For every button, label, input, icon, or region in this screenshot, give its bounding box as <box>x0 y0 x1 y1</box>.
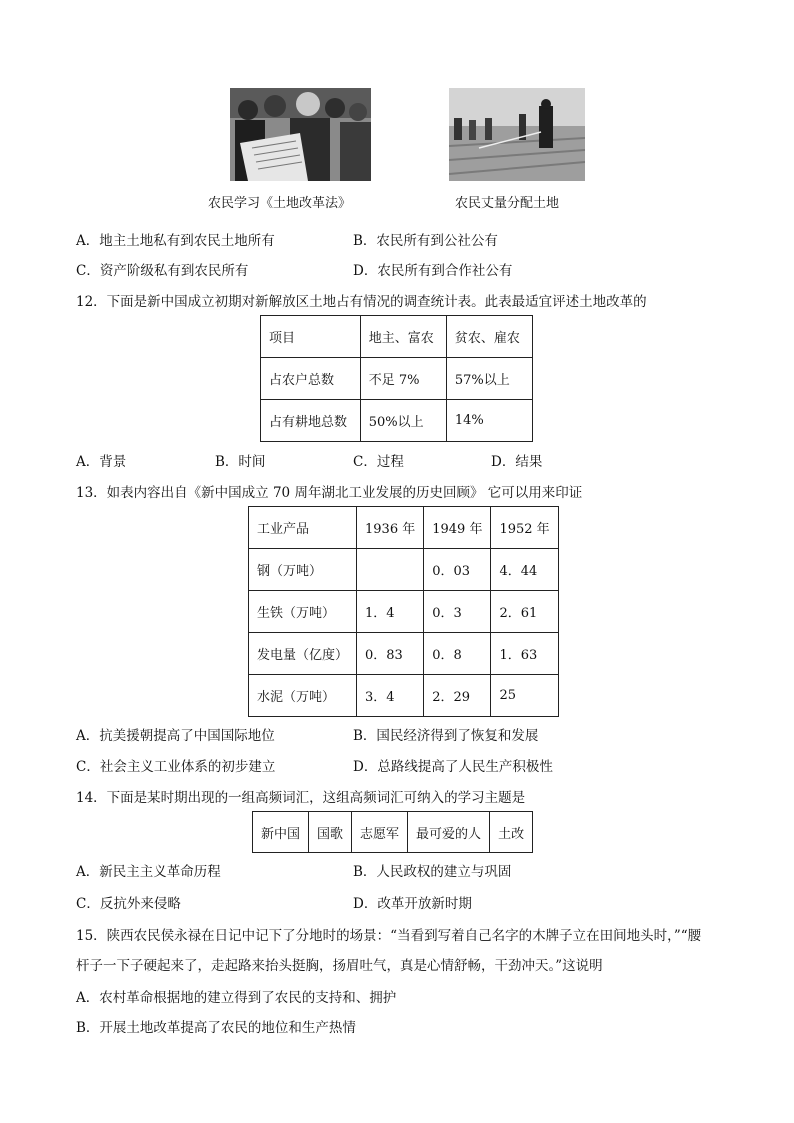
table-cell: 0．3 <box>424 591 491 633</box>
table-cell: 57%以上 <box>446 358 532 400</box>
table-cell: 志愿军 <box>352 812 408 853</box>
q12-stem: 12．下面是新中国成立初期对新解放区土地占有情况的调查统计表。此表最适宜评述土地改革的 <box>76 294 647 310</box>
table-cell: 工业产品 <box>249 507 357 549</box>
table-cell: 发电量（亿度） <box>249 633 357 675</box>
q11-option-c: C．资产阶级私有到农民所有 <box>76 263 249 279</box>
q13-stem: 13．如表内容出自《新中国成立 70 周年湖北工业发展的历史回顾》 它可以用来印证 <box>76 485 583 501</box>
q13-option-a: A．抗美援朝提高了中国国际地位 <box>76 728 275 744</box>
table-cell: 不足 7% <box>360 358 446 400</box>
table-cell: 0．83 <box>357 633 424 675</box>
table-cell: 1952 年 <box>491 507 558 549</box>
table-cell: 1．63 <box>491 633 558 675</box>
table-cell: 0．8 <box>424 633 491 675</box>
q13-option-d: D．总路线提高了人民生产积极性 <box>353 759 553 775</box>
table-cell: 1949 年 <box>424 507 491 549</box>
q12-option-a: A．背景 <box>76 454 127 470</box>
photo-caption-left: 农民学习《土地改革法》 <box>208 196 352 211</box>
table-row <box>249 675 559 717</box>
table-cell: 项目 <box>261 316 361 358</box>
table-cell: 0．03 <box>424 549 491 591</box>
table-cell: 2．61 <box>491 591 558 633</box>
table-cell: 14% <box>446 400 532 442</box>
table-cell: 占农户总数 <box>261 358 361 400</box>
q14-option-c: C．反抗外来侵略 <box>76 896 181 912</box>
q13-industry-table <box>248 506 559 717</box>
q12-option-c: C．过程 <box>353 454 404 470</box>
table-cell: 占有耕地总数 <box>261 400 361 442</box>
q15-stem-line2: 杆子一下子硬起来了，走起路来抬头挺胸，扬眉吐气，真是心情舒畅，干劲冲天。”这说明 <box>76 958 603 974</box>
table-cell: 3．4 <box>357 675 424 717</box>
q12-land-survey-table <box>260 315 533 442</box>
q12-option-b: B．时间 <box>215 454 266 470</box>
table-cell: 新中国 <box>253 812 309 853</box>
q13-option-c: C．社会主义工业体系的初步建立 <box>76 759 276 775</box>
photo-farmers-measuring-land <box>449 88 585 181</box>
table-cell: 1936 年 <box>357 507 424 549</box>
table-cell: 4．44 <box>491 549 558 591</box>
table-cell <box>357 549 424 591</box>
q14-stem: 14．下面是某时期出现的一组高频词汇，这组高频词汇可纳入的学习主题是 <box>76 790 526 806</box>
q14-option-a: A．新民主主义革命历程 <box>76 864 221 880</box>
table-cell: 1．4 <box>357 591 424 633</box>
table-row <box>249 591 559 633</box>
table-cell: 最可爱的人 <box>408 812 490 853</box>
table-row <box>261 358 533 400</box>
table-cell: 50%以上 <box>360 400 446 442</box>
q11-option-a: A．地主土地私有到农民土地所有 <box>76 233 275 249</box>
photo-farmers-studying-land-reform-law <box>230 88 371 181</box>
table-cell: 水泥（万吨） <box>249 675 357 717</box>
q11-option-b: B．农民所有到公社公有 <box>353 233 498 249</box>
q15-option-a: A．农村革命根据地的建立得到了农民的支持和、拥护 <box>76 990 397 1006</box>
table-row <box>249 549 559 591</box>
q11-option-d: D．农民所有到合作社公有 <box>353 263 513 279</box>
q14-keywords-table <box>252 811 533 853</box>
table-cell: 土改 <box>490 812 533 853</box>
table-cell: 地主、富农 <box>360 316 446 358</box>
table-cell: 国歌 <box>309 812 352 853</box>
q14-option-d: D．改革开放新时期 <box>353 896 472 912</box>
q12-option-d: D．结果 <box>491 454 543 470</box>
table-cell: 贫农、雇农 <box>446 316 532 358</box>
table-row <box>261 400 533 442</box>
table-cell: 2．29 <box>424 675 491 717</box>
table-cell: 钢（万吨） <box>249 549 357 591</box>
table-row <box>261 316 533 358</box>
q15-stem-line1: 15．陕西农民侯永禄在日记中记下了分地时的场景：“当看到写着自己名字的木牌子立在田间地头时，”“腰 <box>76 928 702 944</box>
q14-option-b: B．人民政权的建立与巩固 <box>353 864 512 880</box>
table-row <box>253 812 533 853</box>
photo-caption-right: 农民丈量分配土地 <box>455 196 560 211</box>
q13-option-b: B．国民经济得到了恢复和发展 <box>353 728 539 744</box>
table-row <box>249 633 559 675</box>
table-cell: 生铁（万吨） <box>249 591 357 633</box>
table-row <box>249 507 559 549</box>
q15-option-b: B．开展土地改革提高了农民的地位和生产热情 <box>76 1020 356 1036</box>
table-cell: 25 <box>491 675 558 717</box>
